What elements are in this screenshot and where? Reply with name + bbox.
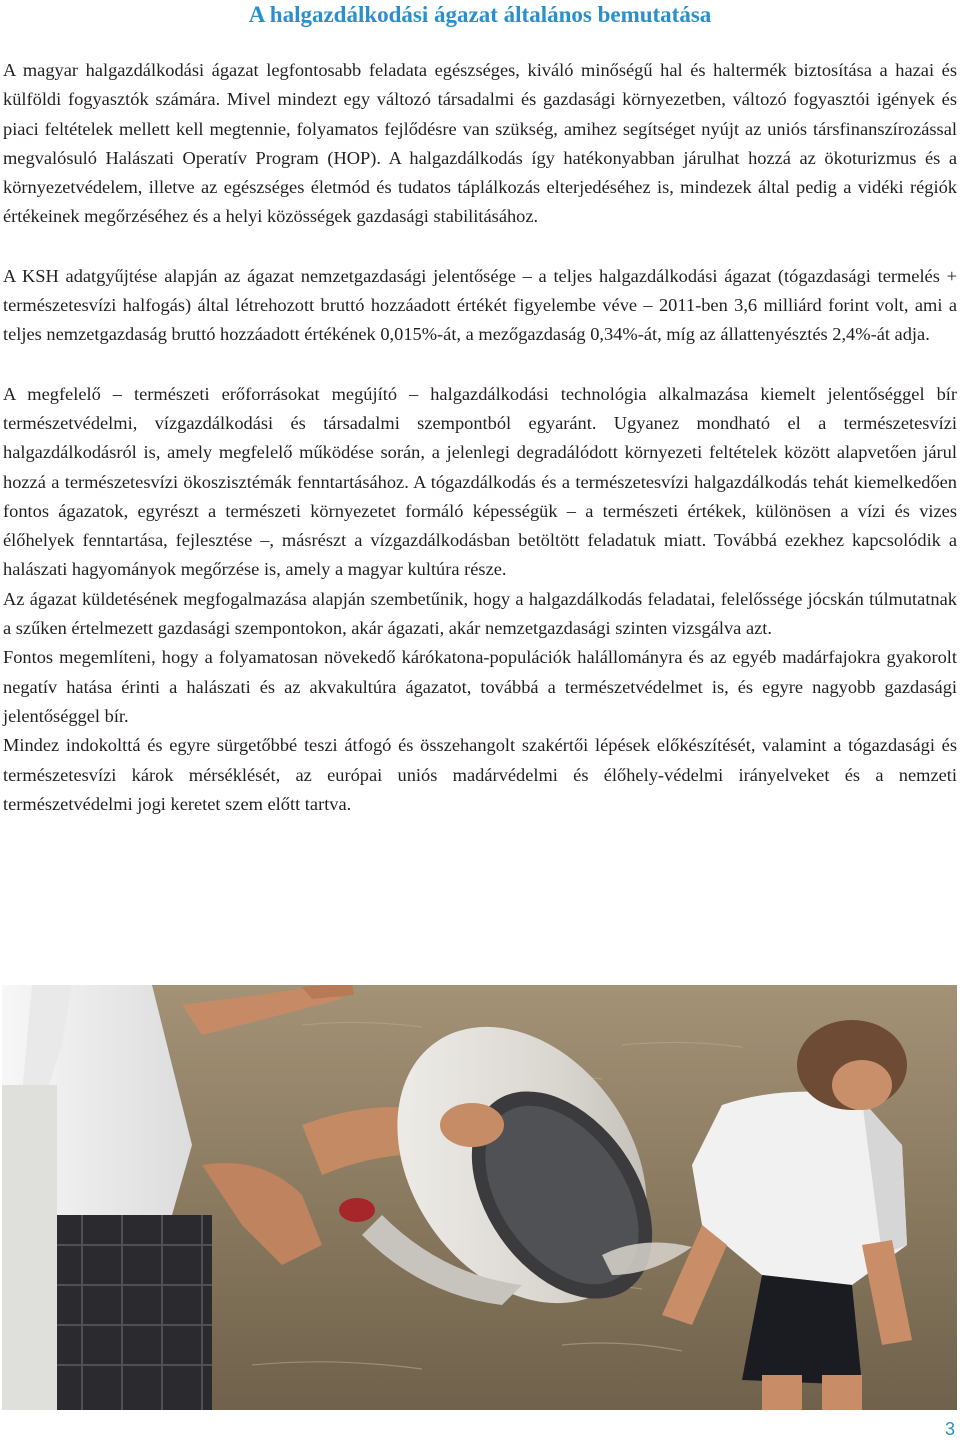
paragraph-technology: A megfelelő – természeti erőforrásokat megújító – halgazdálkodási technológia alkalmazása kiemelt jelentőséggel bír természetvédelmi, vízgazdálkodási és társadalmi szempontból egyaránt. Ugyanez mondható el a természetesvízi halgazdálkodásról is, amely megfelelő működése során, a jelenlegi degradálódott környezeti feltételek között alapvetően járul hozzá a természetesvízi ökoszisztémák fenntartásához. A tógazdálkodás és a természetesvízi halgazdálkodás tehát kiemelkedően fontos ágazatok, egyrészt a természeti környezetet formáló képességük – a természeti értékek, különösen a vízi és vizes élőhelyek fenntartása, fejlesztése –, másrészt a vízgazdálkodásban betöltött feladatuk miatt. Továbbá ezekhez kapcsolódik a halászati hagyományok megőrzése is, amely a magyar kultúra része. <box>3 383 957 580</box>
body-text <box>3 56 957 819</box>
page-number: 3 <box>944 1419 955 1439</box>
paragraph-mission: Az ágazat küldetésének megfogalmazása alapján szembetűnik, hogy a halgazdálkodás feladatai, felelőssége jócskán túlmutatnak a szűken értelmezett gazdasági szempontokon, akár ágazati, akár nemzetgazdasági szinten vizsgálva azt. <box>3 588 957 639</box>
paragraph-cormorant: Fontos megemlíteni, hogy a folyamatosan növekedő kárókatona-populációk halállományra és az egyéb madárfajokra gyakorolt negatív hatása érinti a halászati és az akvakultúra ágazatot, továbbá a természetvédelmet is, és egyre nagyobb gazdasági jelentőséggel bír. <box>3 647 957 726</box>
paragraph-intro: A magyar halgazdálkodási ágazat legfontosabb feladata egészséges, kiváló minőségű hal és haltermék biztosítása a hazai és külföldi fogyasztók számára. Mivel mindezt egy változó társadalmi és gazdasági környezetben, változó fogyasztói igények és piaci feltételek mellett kell megtennie, folyamatos fejlődésre van szükség, amihez segítséget nyújt az uniós társfinanszírozással megvalósuló Halászati Operatív Program (HOP). A halgazdálkodás így hatékonyabban járulhat hozzá az ökoturizmus és a környezetvédelem, illetve az egészséges életmód és tudatos táplálkozás elterjedéséhez is, mindezek által pedig a vidéki régiók értékeinek megőrzéséhez és a helyi közösségek gazdasági stabilitásához. <box>3 60 957 227</box>
paragraph-ksh-data: A KSH adatgyűjtése alapján az ágazat nemzetgazdasági jelentősége – a teljes halgazdálkodási ágazat (tógazdasági termelés + természetesvízi halfogás) által létrehozott bruttó hozzáadott értékét figyelembe véve – 2011-ben 3,6 milliárd forint volt, ami a teljes nemzetgazdaság bruttó hozzáadott értékének 0,015%-át, a mezőgazdaság 0,34%-át, míg az állattenyésztés 2,4%-át adja. <box>3 265 957 345</box>
fish-release-photo <box>2 985 957 1410</box>
paragraph-conclusion: Mindez indokolttá és egyre sürgetőbbé teszi átfogó és összehangolt szakértői lépések előkészítését, valamint a tógazdasági és természetesvízi károk mérséklését, az európai uniós madárvédelmi és élőhely-védelmi irányelveket és a nemzeti természetvédelmi jogi keretet szem előtt tartva. <box>3 735 957 814</box>
page-title: A halgazdálkodási ágazat általános bemutatása <box>248 2 712 27</box>
